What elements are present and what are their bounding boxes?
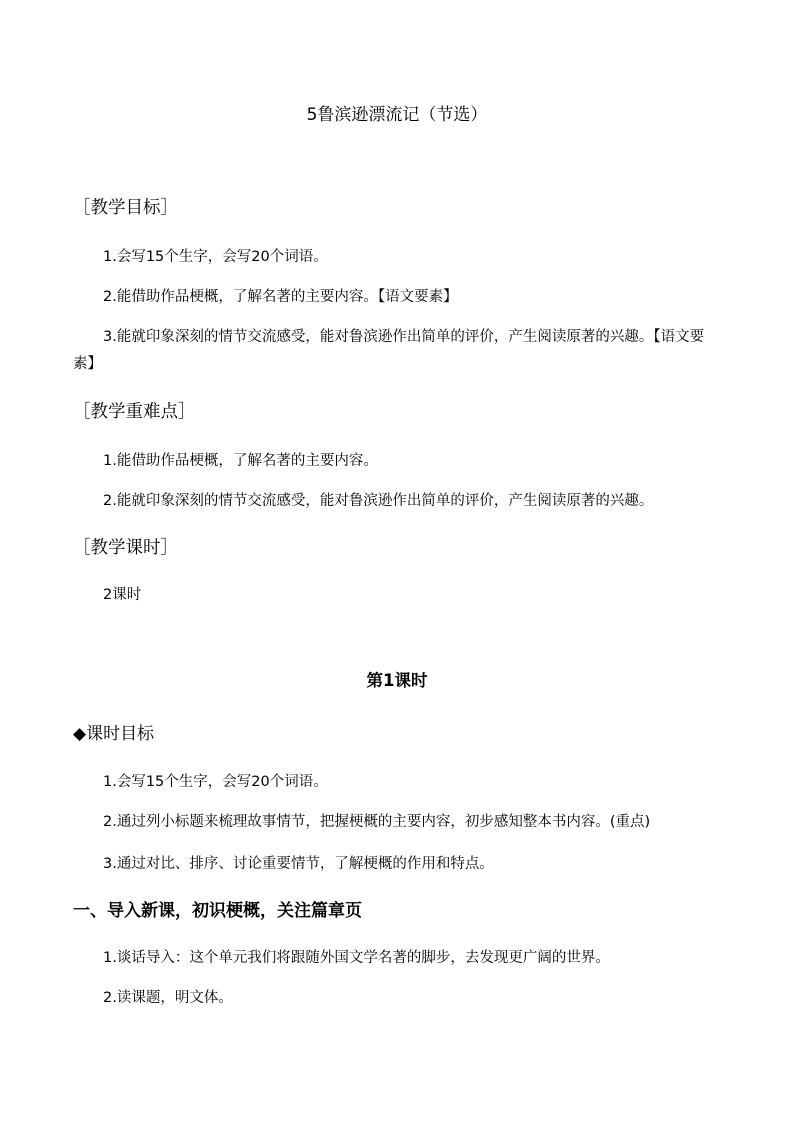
section-heading-teaching-goals: ［教学目标］ bbox=[73, 198, 178, 218]
lesson-title: 第1课时 bbox=[366, 671, 428, 690]
teaching-goal-item-3: 3.能就印象深刻的情节交流感受，能对鲁滨逊作出简单的评价，产生阅读原著的兴趣。【语文要素】 bbox=[73, 329, 705, 372]
teaching-goal-item-2: 2.能借助作品梗概，了解名著的主要内容。【语文要素】 bbox=[103, 289, 458, 305]
teaching-goal-item-1: 1.会写15个生字，会写20个词语。 bbox=[103, 249, 328, 265]
class-hours-value: 2课时 bbox=[103, 587, 142, 603]
section-heading-class-hours: ［教学课时］ bbox=[73, 538, 178, 558]
key-point-item-2: 2.能就印象深刻的情节交流感受，能对鲁滨逊作出简单的评价，产生阅读原著的兴趣。 bbox=[103, 493, 654, 509]
part-one-heading: 一、导入新课，初识梗概，关注篇章页 bbox=[73, 901, 362, 921]
part-one-item-1: 1.谈话导入：这个单元我们将跟随外国文学名著的脚步，去发现更广阔的世界。 bbox=[103, 950, 610, 966]
lesson-goal-item-1: 1.会写15个生字，会写20个词语。 bbox=[103, 774, 328, 790]
section-heading-key-points: ［教学重难点］ bbox=[73, 402, 196, 422]
lesson-goal-item-3: 3.通过对比、排序、讨论重要情节，了解梗概的作用和特点。 bbox=[103, 856, 494, 872]
document-title: 5鲁滨逊漂流记（节选） bbox=[306, 105, 488, 125]
part-one-item-2: 2.读课题，明文体。 bbox=[103, 990, 233, 1006]
key-point-item-1: 1.能借助作品梗概，了解名著的主要内容。 bbox=[103, 453, 378, 469]
lesson-goals-heading: ◆课时目标 bbox=[73, 724, 155, 744]
lesson-goal-item-2: 2.通过列小标题来梳理故事情节，把握梗概的主要内容，初步感知整本书内容。(重点) bbox=[103, 814, 651, 830]
